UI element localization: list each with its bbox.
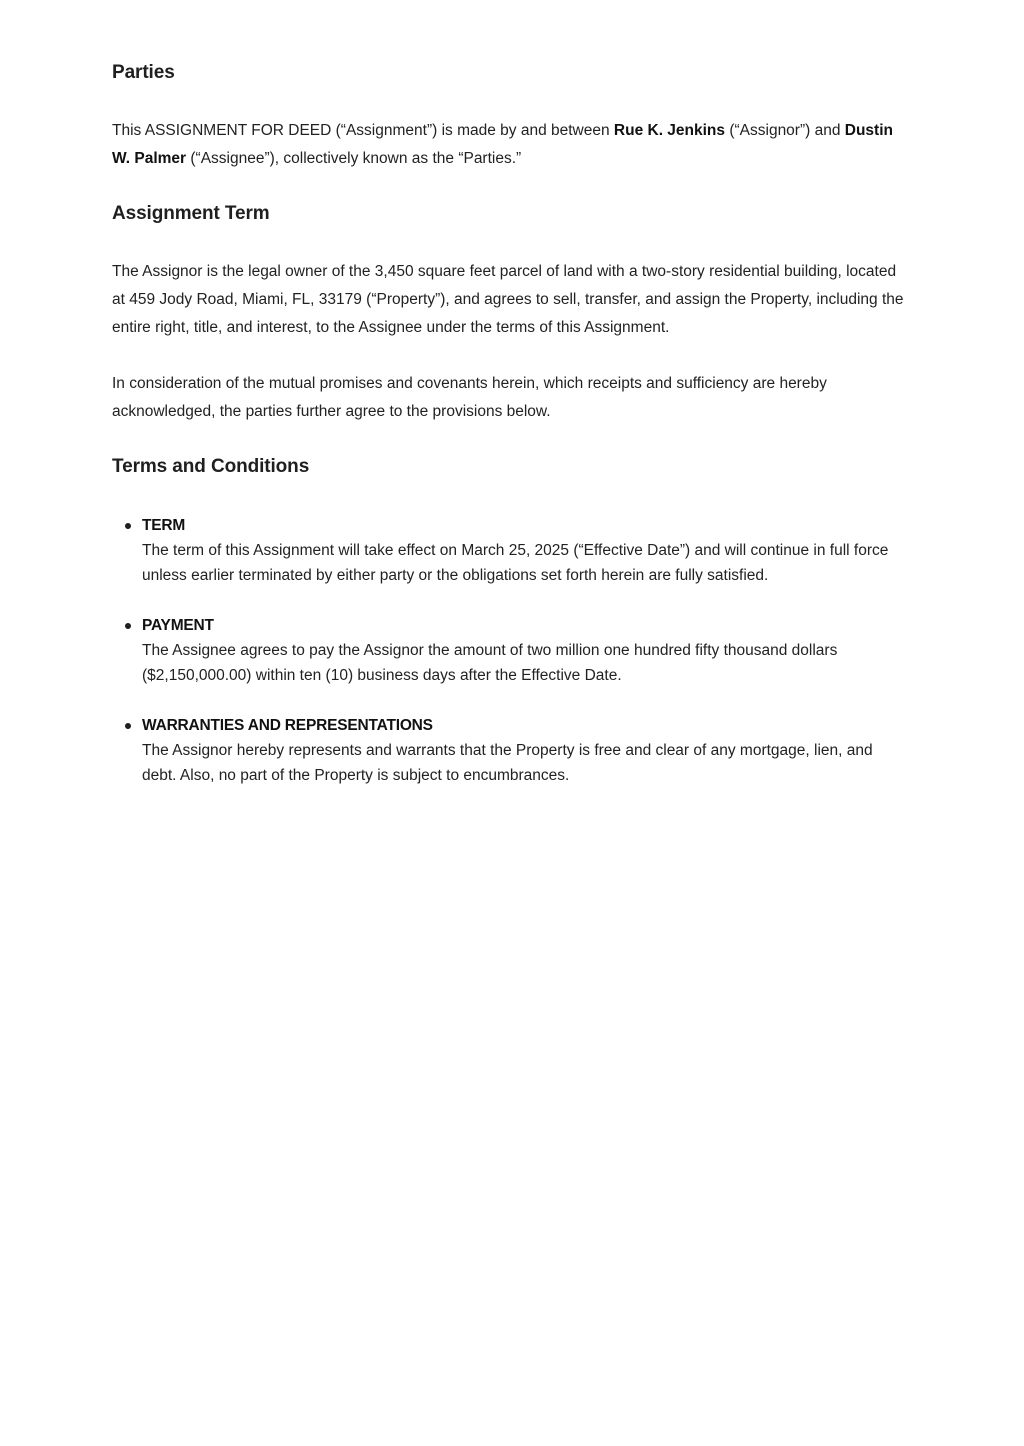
payment-item-title: PAYMENT — [142, 617, 214, 634]
section-heading-terms-conditions: Terms and Conditions — [112, 456, 310, 477]
assignment-term-paragraph-2: In consideration of the mutual promises and covenants herein, which receipts and sufficiency are hereby acknowledged, the parties further agree to the provisions below. — [112, 375, 827, 420]
parties-paragraph — [112, 117, 912, 173]
bullet-icon — [125, 723, 131, 729]
term-item-body: The term of this Assignment will take effect on March 25, 2025 (“Effective Date”) and will continue in full force unless earlier terminated by either party or the obligations set forth herein are fully satisfied. — [142, 542, 889, 584]
parties-text-intro: This ASSIGNMENT FOR DEED (“Assignment”) is made by and between — [112, 122, 614, 139]
assignee-name: Dustin W. Palmer — [112, 122, 893, 167]
list-item — [112, 713, 912, 788]
term-item-title: TERM — [142, 517, 186, 534]
assignment-term-paragraph-1: The Assignor is the legal owner of the 3,450 square feet parcel of land with a two-story residential building, located at 459 Jody Road, Miami, FL, 33179 (“Property”), and agrees to sell, transfer, and assign the Property, including the entire right, title, and interest, to the Assignee under the terms of this Assignment. — [112, 263, 904, 336]
parties-text-between: (“Assignor”) and — [725, 122, 845, 139]
section-heading-assignment-term: Assignment Term — [112, 203, 270, 224]
list-item — [112, 513, 912, 588]
payment-item-body: The Assignee agrees to pay the Assignor the amount of two million one hundred fifty thousand dollars ($2,150,000.00) within ten (10) business days after the Effective Date. — [142, 642, 838, 684]
terms-list — [112, 513, 912, 788]
parties-text-outro: (“Assignee”), collectively known as the “Parties.” — [186, 150, 522, 167]
document-content — [112, 60, 912, 813]
list-item — [112, 613, 912, 688]
warranties-item-title: WARRANTIES AND REPRESENTATIONS — [142, 717, 433, 734]
bullet-icon — [125, 523, 131, 529]
assignor-name: Rue K. Jenkins — [613, 122, 726, 139]
section-heading-parties: Parties — [112, 62, 175, 83]
warranties-item-body: The Assignor hereby represents and warrants that the Property is free and clear of any mortgage, lien, and debt. Also, no part of the Property is subject to encumbrances. — [142, 742, 873, 784]
bullet-icon — [125, 623, 131, 629]
